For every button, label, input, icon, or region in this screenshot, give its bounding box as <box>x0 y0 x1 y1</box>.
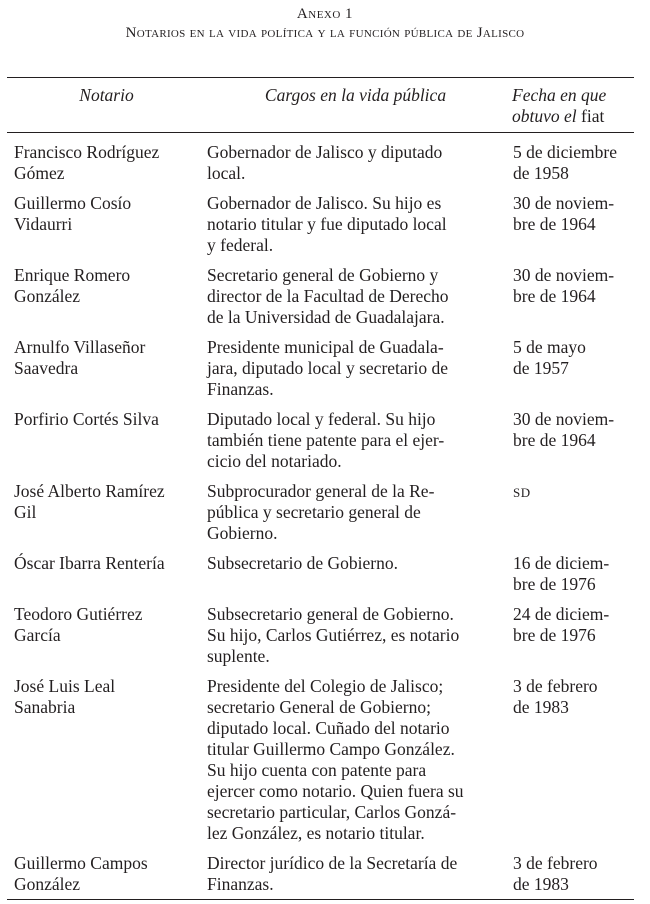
annex-label: Anexo 1 <box>296 6 354 22</box>
fecha-cell <box>505 595 634 667</box>
cargos-cell <box>206 667 505 844</box>
fecha-line: 24 de diciem- <box>513 604 610 624</box>
cargos-line: director de la Facultad de Derecho <box>207 286 449 306</box>
fecha-line: 5 de mayo <box>513 337 586 357</box>
table-row <box>7 544 634 595</box>
cargos-line: Diputado local y federal. Su hijo <box>207 409 436 429</box>
fecha-cell <box>505 133 634 185</box>
cargos-line: pública y secretario general de <box>207 502 421 522</box>
cargos-cell <box>206 472 505 544</box>
notario-cell <box>7 256 206 328</box>
column-header-cargos: Cargos en la vida pública <box>264 85 447 105</box>
cargos-line: Subsecretario de Gobierno. <box>207 553 398 573</box>
fecha-cell <box>505 472 634 544</box>
fecha-line: bre de 1976 <box>513 625 596 645</box>
annex-header <box>0 5 650 43</box>
fecha-line: 3 de febrero <box>513 853 598 873</box>
fecha-line: bre de 1964 <box>513 286 596 306</box>
cargos-line: Su hijo, Carlos Gutiérrez, es notario <box>207 625 460 645</box>
fecha-line: 30 de noviem- <box>513 265 615 285</box>
fecha-line: bre de 1964 <box>513 430 596 450</box>
notario-cell <box>7 595 206 667</box>
fecha-line: 30 de noviem- <box>513 193 615 213</box>
notario-line: Gil <box>14 502 37 522</box>
notario-cell <box>7 328 206 400</box>
cargos-cell <box>206 400 505 472</box>
notario-cell <box>7 544 206 595</box>
table-row <box>7 667 634 844</box>
table-row <box>7 256 634 328</box>
fecha-line: bre de 1964 <box>513 214 596 234</box>
fecha-cell <box>505 844 634 900</box>
notario-line: Arnulfo Villaseñor <box>14 337 146 357</box>
cargos-line: Presidente municipal de Guadala- <box>207 337 444 357</box>
notario-cell <box>7 472 206 544</box>
notario-cell <box>7 844 206 900</box>
fecha-cell <box>505 328 634 400</box>
cargos-cell <box>206 184 505 256</box>
notario-line: Sanabria <box>14 697 76 717</box>
column-header-notario: Notario <box>79 85 134 105</box>
fecha-line: de 1958 <box>513 163 569 183</box>
cargos-line: suplente. <box>207 646 270 666</box>
cargos-cell <box>206 844 505 900</box>
cargos-line: Presidente del Colegio de Jalisco; <box>207 676 444 696</box>
fecha-line: de 1983 <box>513 874 569 894</box>
table-row <box>7 595 634 667</box>
fecha-line: de 1983 <box>513 697 569 717</box>
table-row <box>7 472 634 544</box>
notario-cell <box>7 133 206 185</box>
notario-line: García <box>14 625 61 645</box>
cargos-line: Subprocurador general de la Re- <box>207 481 435 501</box>
fecha-cell <box>505 256 634 328</box>
column-header-fecha-fiat: fiat <box>581 106 605 126</box>
table-row <box>7 844 634 900</box>
cargos-line: diputado local. Cuñado del notario <box>207 718 450 738</box>
cargos-cell <box>206 595 505 667</box>
cargos-line: Finanzas. <box>207 874 274 894</box>
fecha-cell <box>505 400 634 472</box>
table-header-row <box>7 78 634 133</box>
notario-line: Óscar Ibarra Rentería <box>14 553 165 573</box>
cargos-cell <box>206 328 505 400</box>
notario-cell <box>7 400 206 472</box>
fecha-line: 5 de diciembre <box>513 142 617 162</box>
cargos-line: titular Guillermo Campo González. <box>207 739 455 759</box>
cargos-line: secretario particular, Carlos Gonzá- <box>207 802 457 822</box>
cargos-cell <box>206 256 505 328</box>
annex-subtitle: Notarios en la vida política y la función pública de Jalisco <box>125 25 525 41</box>
fecha-line: 3 de febrero <box>513 676 598 696</box>
cargos-line: Su hijo cuenta con patente para <box>207 760 427 780</box>
notario-line: González <box>14 286 81 306</box>
notario-line: González <box>14 874 81 894</box>
notario-line: José Alberto Ramírez <box>14 481 165 501</box>
column-header-fecha <box>505 78 634 133</box>
fecha-cell <box>505 667 634 844</box>
notario-line: Saavedra <box>14 358 79 378</box>
notario-cell <box>7 184 206 256</box>
table-body <box>7 133 634 900</box>
notario-line: Francisco Rodríguez <box>14 142 160 162</box>
fecha-cell <box>505 544 634 595</box>
column-header-fecha-line1: Fecha en que <box>512 85 607 105</box>
cargos-line: ejercer como notario. Quien fuera su <box>207 781 464 801</box>
cargos-line: jara, diputado local y secretario de <box>207 358 449 378</box>
notario-line: Guillermo Campos <box>14 853 148 873</box>
notario-line: Guillermo Cosío <box>14 193 132 213</box>
cargos-line: y federal. <box>207 235 274 255</box>
cargos-line: Gobierno. <box>207 523 278 543</box>
notario-cell <box>7 667 206 844</box>
notario-line: Teodoro Gutiérrez <box>14 604 143 624</box>
cargos-line: secretario General de Gobierno; <box>207 697 431 717</box>
table-row <box>7 184 634 256</box>
fecha-line: bre de 1976 <box>513 574 596 594</box>
cargos-line: Gobernador de Jalisco y diputado <box>207 142 443 162</box>
notario-line: José Luis Leal <box>14 676 116 696</box>
notaries-table <box>7 77 634 900</box>
cargos-cell <box>206 133 505 185</box>
fecha-line: 30 de noviem- <box>513 409 615 429</box>
cargos-line: Gobernador de Jalisco. Su hijo es <box>207 193 442 213</box>
cargos-line: cicio del notariado. <box>207 451 342 471</box>
cargos-line: local. <box>207 163 246 183</box>
cargos-line: de la Universidad de Guadalajara. <box>207 307 445 327</box>
cargos-line: Director jurídico de la Secretaría de <box>207 853 458 873</box>
column-header-fecha-line2: obtuvo el <box>512 106 577 126</box>
fecha-cell <box>505 184 634 256</box>
fecha-line: de 1957 <box>513 358 569 378</box>
notario-line: Vidaurri <box>14 214 73 234</box>
cargos-line: Subsecretario general de Gobierno. <box>207 604 454 624</box>
fecha-line: 16 de diciem- <box>513 553 610 573</box>
cargos-line: también tiene patente para el ejer- <box>207 430 445 450</box>
notario-line: Gómez <box>14 163 65 183</box>
cargos-line: Secretario general de Gobierno y <box>207 265 439 285</box>
notario-line: Porfirio Cortés Silva <box>14 409 159 429</box>
cargos-line: Finanzas. <box>207 379 274 399</box>
table-row <box>7 400 634 472</box>
cargos-cell <box>206 544 505 595</box>
notario-line: Enrique Romero <box>14 265 131 285</box>
fecha-line: SD <box>513 485 531 500</box>
cargos-line: lez González, es notario titular. <box>207 823 425 843</box>
table-row <box>7 133 634 185</box>
table-row <box>7 328 634 400</box>
cargos-line: notario titular y fue diputado local <box>207 214 447 234</box>
